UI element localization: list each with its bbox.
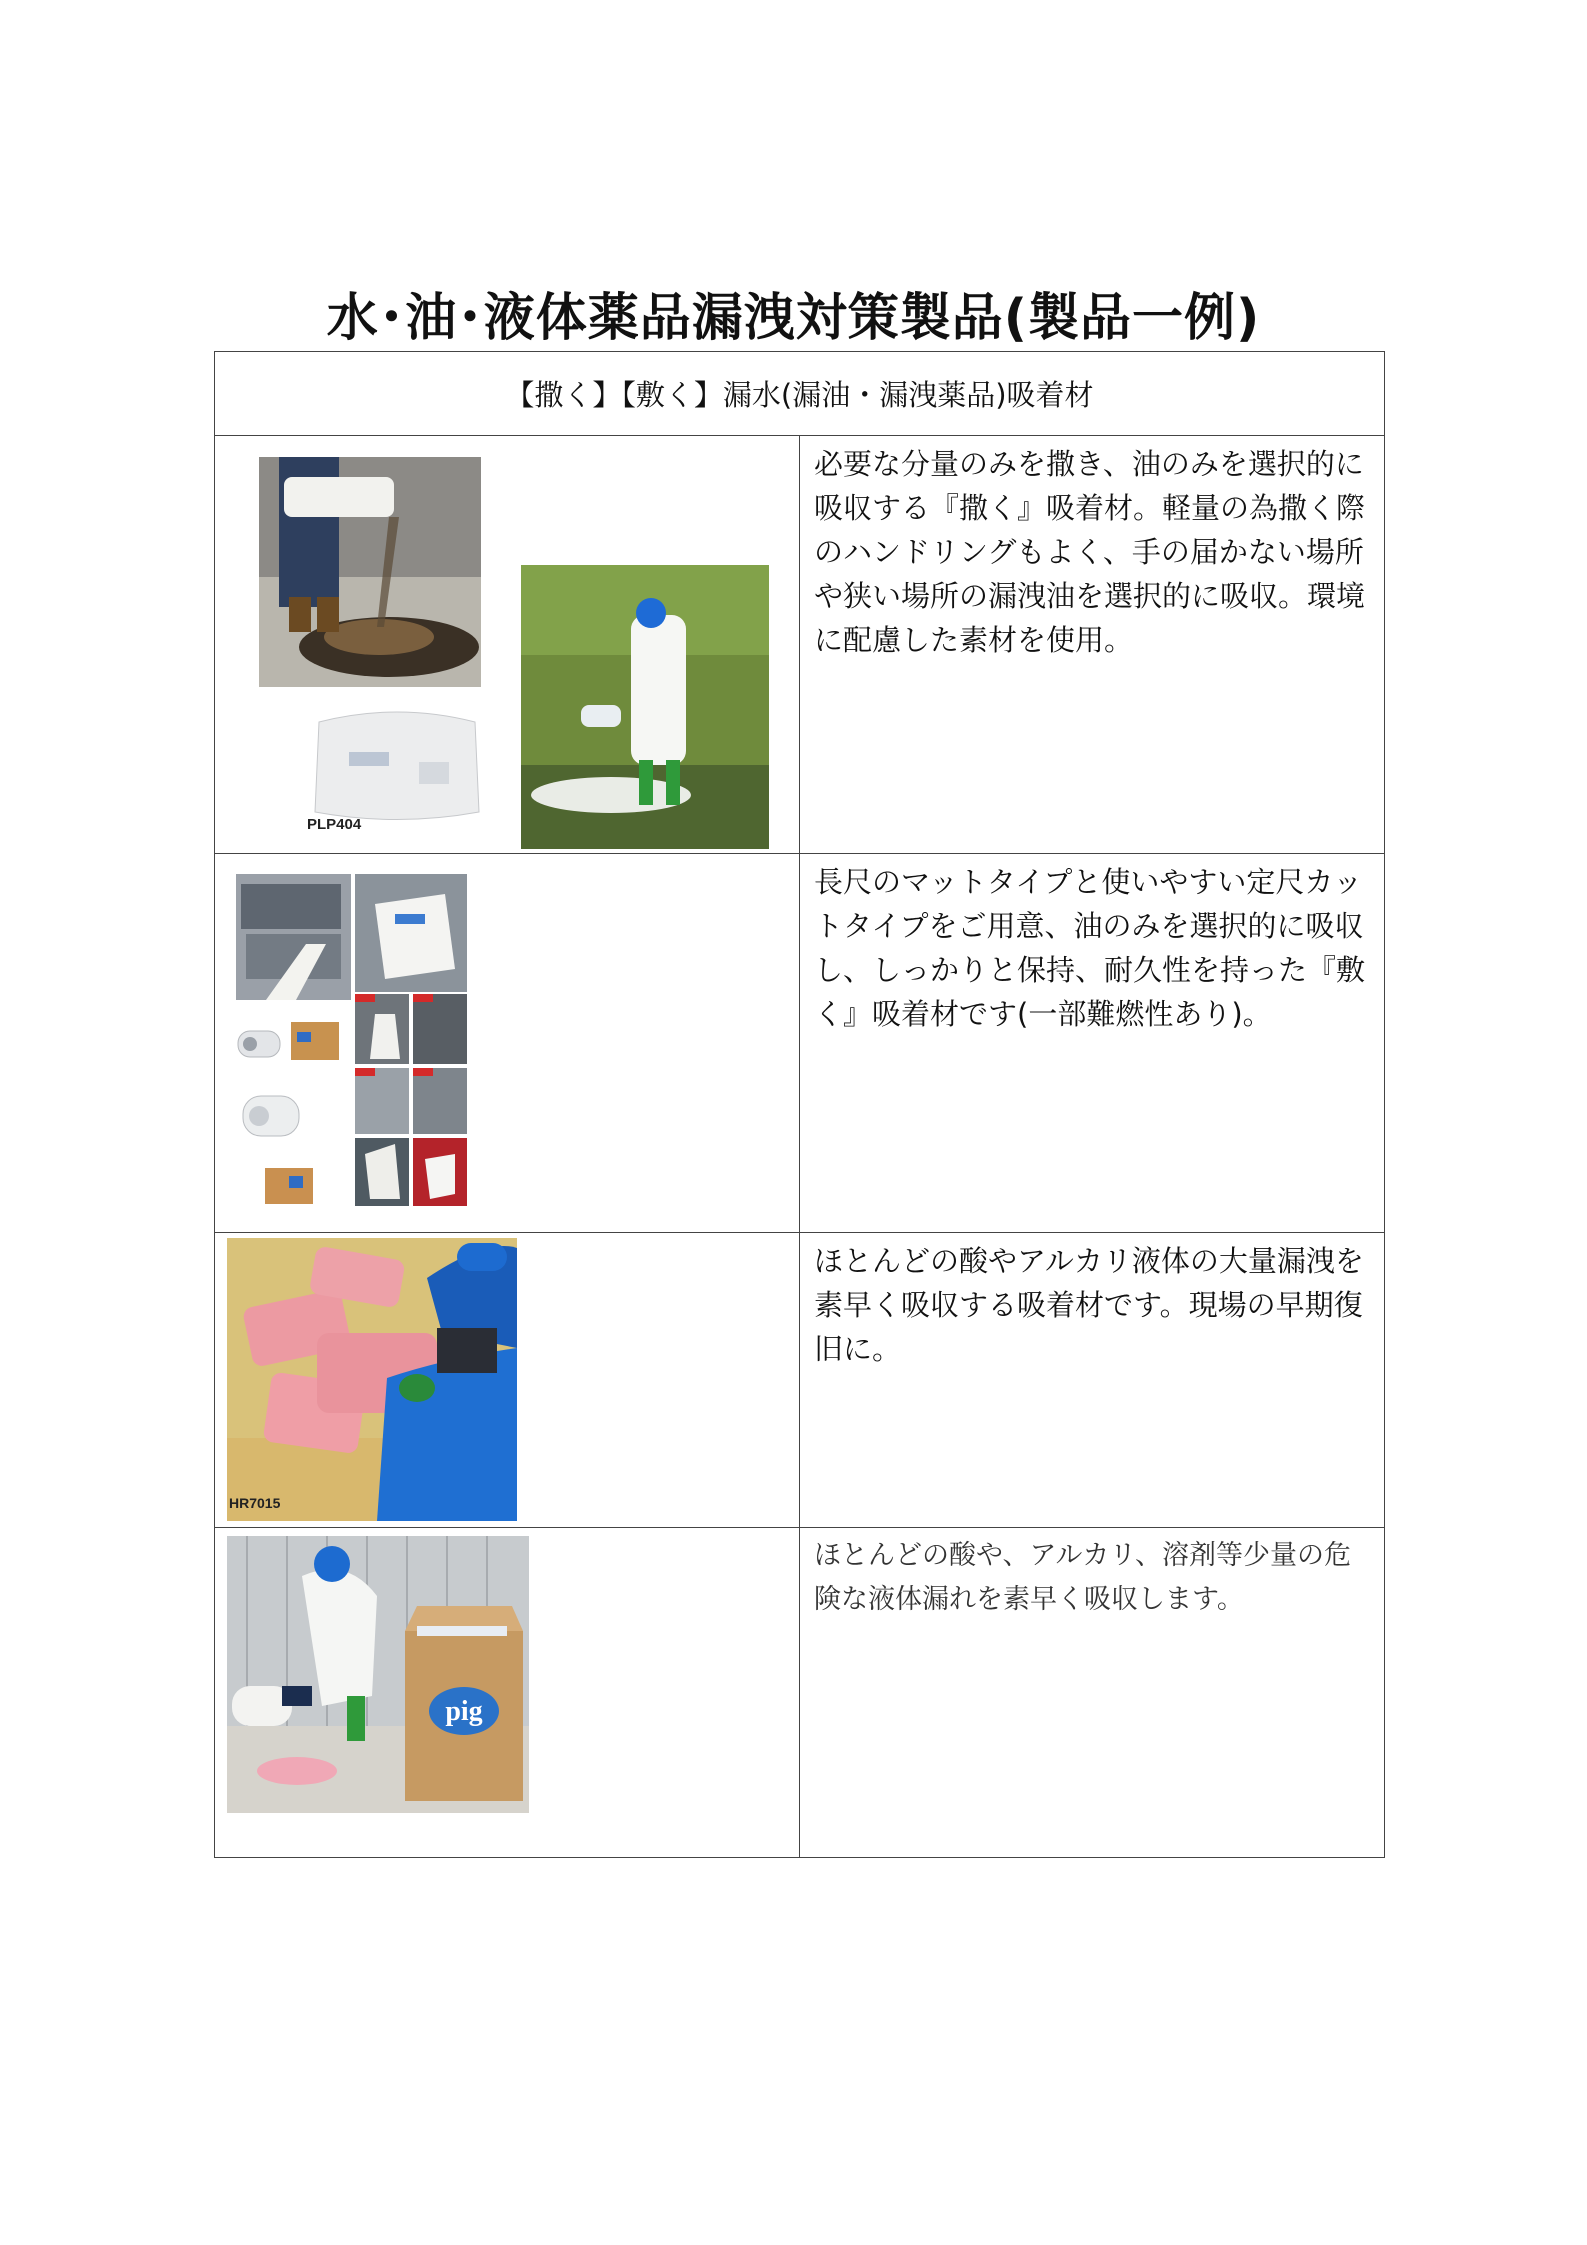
usage-grid-photo <box>355 994 467 1206</box>
product-code-label: HR7015 <box>229 1495 281 1511</box>
mat-box-photo <box>261 1158 317 1210</box>
page-title: 水･油･液体薬品漏洩対策製品(製品一例) <box>326 289 1261 348</box>
description-cell: 長尺のマットタイプと使いやすい定尺カットタイプをご用意、油のみを選択的に吸収し、しっかりと保持、耐久性を持った『敷く』吸着材です(一部難燃性あり)。 <box>800 854 1385 1233</box>
table-row <box>215 854 1385 1233</box>
description-cell: ほとんどの酸や、アルカリ、溶剤等少量の危険な液体漏れを素早く吸収します。 <box>800 1528 1385 1858</box>
mat-roll-white-photo <box>237 1086 307 1148</box>
table-header-row <box>215 352 1385 436</box>
image-cell <box>215 854 800 1233</box>
mat-roll-photo <box>233 1016 343 1072</box>
table-row <box>215 1233 1385 1528</box>
machinery-mat-photo <box>236 874 351 1000</box>
image-cell <box>215 1528 800 1858</box>
product-table <box>214 351 1385 1858</box>
image-cell <box>215 436 800 854</box>
table-header: 【撒く】【敷く】漏水(漏油・漏洩薬品)吸着材 <box>215 352 1385 436</box>
pig-logo: pig <box>445 1696 483 1727</box>
description-cell: 必要な分量のみを撒き、油のみを選択的に吸収する『撒く』吸着材。軽量の為撒く際のハンドリングもよく、手の届かない場所や狭い場所の漏洩油を選択的に吸収。環境に配慮した素材を使用。 <box>800 436 1385 854</box>
table-row <box>215 436 1385 854</box>
mat-closeup-photo <box>355 874 467 992</box>
image-cell <box>215 1233 800 1528</box>
product-code-label: PLP404 <box>307 816 362 833</box>
description-cell: ほとんどの酸やアルカリ液体の大量漏洩を素早く吸収する吸着材です。現場の早期復旧に。 <box>800 1233 1385 1528</box>
chemical-pillows-photo <box>227 1238 517 1521</box>
worker-at-water-photo <box>521 565 769 849</box>
table-row <box>215 1528 1385 1858</box>
worker-pouring-absorbent-photo <box>259 457 481 687</box>
worker-with-pig-box-photo <box>227 1536 529 1813</box>
